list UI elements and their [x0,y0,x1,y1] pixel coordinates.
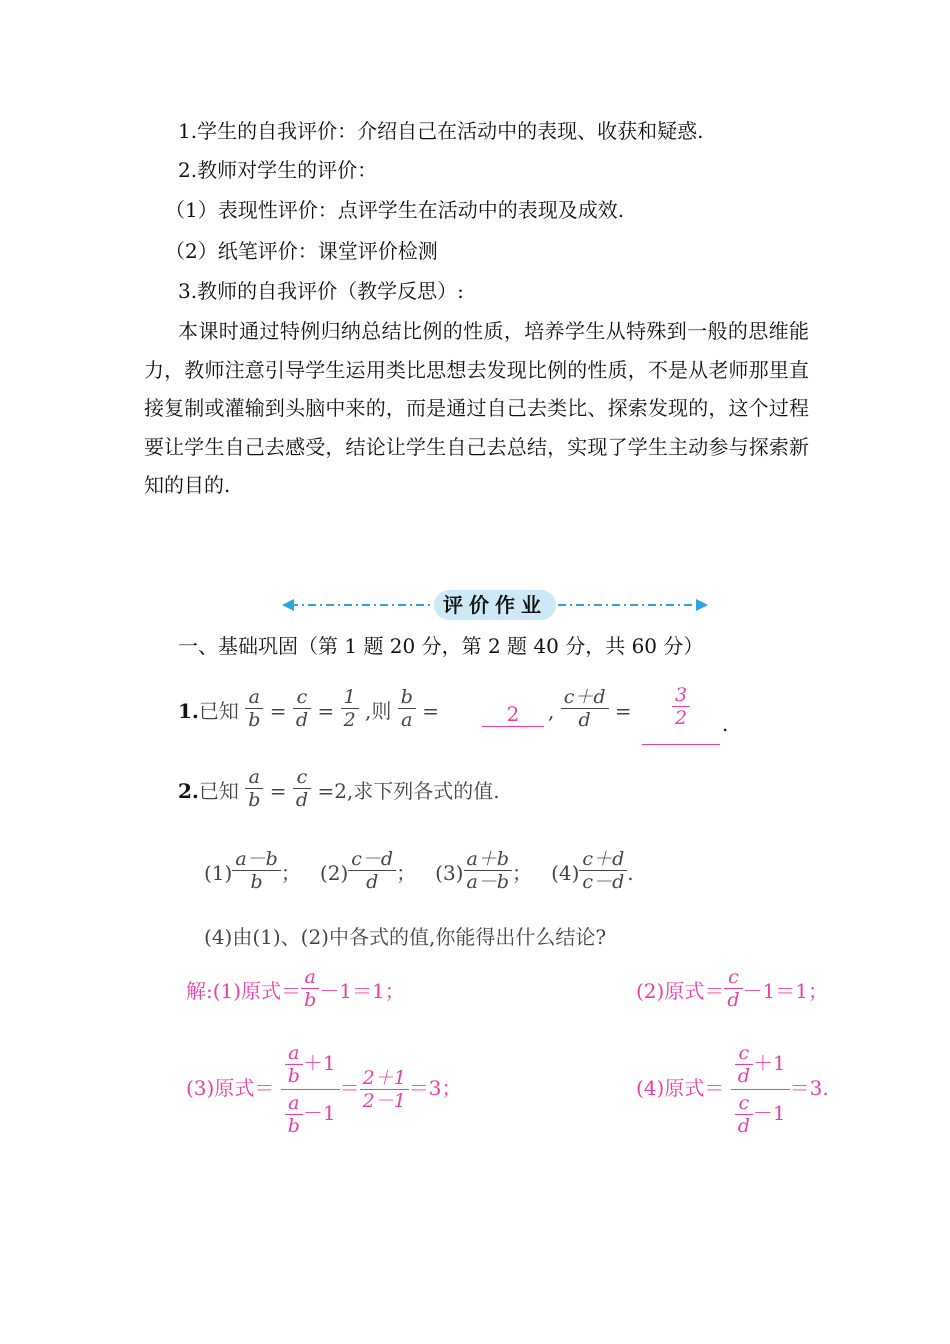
solution-4: (4)原式＝ $\frac{c}{d}$ ＋1 $\frac{c}{d}$ －1 ＝3. [636,1042,829,1137]
fraction: $\frac{1}{2}$ [341,686,359,731]
fraction: $\frac{c}{d}$ [293,686,311,731]
fraction: $\frac{b}{a}$ [398,686,416,731]
reflection-paragraph: 本课时通过特例归纳总结比例的性质，培养学生从特殊到一般的思维能力，教师注意引导学生运用类比思想去发现比例的性质，不是从老师那里直接复制或灌输到头脑中来的，而是通过自己去类比、探索发现的，这个过程要让学生自己去感受，结论让学生自己去总结，实现了学生主动参与探索新知的目的. [144,319,809,497]
section-title: 评价作业 [443,593,547,617]
eval-item-1: 1.学生的自我评价：介绍自己在活动中的表现、收获和疑惑. [178,119,704,143]
answer-blank [482,726,544,727]
fraction: $\frac{c}{d}$ [293,766,311,811]
solution-2: (2)原式＝ $\frac{c}{d}$ －1＝1； [636,966,828,1011]
section-header [282,588,708,622]
question-1: 1.已知 $\frac{a}{b}$ = $\frac{c}{d}$ = $\frac{1}{2}$ ,则 $\frac{b}{a}$ = [178,686,440,731]
answer-2: $\frac{3}{2}$ [642,684,720,729]
answer-1: 2 [506,702,520,726]
answer-blank [642,744,720,745]
eval-item-3: 3.教师的自我评价（教学反思）: [178,279,464,303]
solution-1: 解:(1)原式＝ $\frac{a}{b}$ －1＝1； [186,966,405,1011]
eval-item-2-1: （1）表现性评价：点评学生在活动中的表现及成效. [165,198,625,222]
solution-3: (3)原式＝ $\frac{a}{b}$ ＋1 $\frac{a}{b}$ －1 ＝ $\frac{2+1}{2-1}$ ＝3； [186,1042,462,1137]
eval-item-2: 2.教师对学生的评价： [178,158,378,182]
question-2: 2.已知 $\frac{a}{b}$ = $\frac{c}{d}$ =2,求下列各式的值. [178,766,500,811]
question-2-part4: (4)由(1)、(2)中各式的值,你能得出什么结论? [204,925,607,949]
fraction: $\frac{c+d}{d}$ [561,686,609,731]
question-1-part2: , $\frac{c+d}{d}$ = [548,686,632,731]
part1-title: 一、基础巩固（第 1 题 20 分，第 2 题 40 分，共 60 分） [178,634,704,658]
fraction: $\frac{a}{b}$ [245,686,263,731]
period: . [722,712,729,736]
fraction: $\frac{a}{b}$ [245,766,263,811]
eval-item-2-2: （2）纸笔评价：课堂评价检测 [165,239,438,263]
question-2-parts: (1) $\frac{a-b}{b}$ ； (2) $\frac{c-d}{d}$ ； (3) $\frac{a+b}{a-b}$ ； (4) $\frac{c+d}{c-d}$ . [204,848,634,893]
